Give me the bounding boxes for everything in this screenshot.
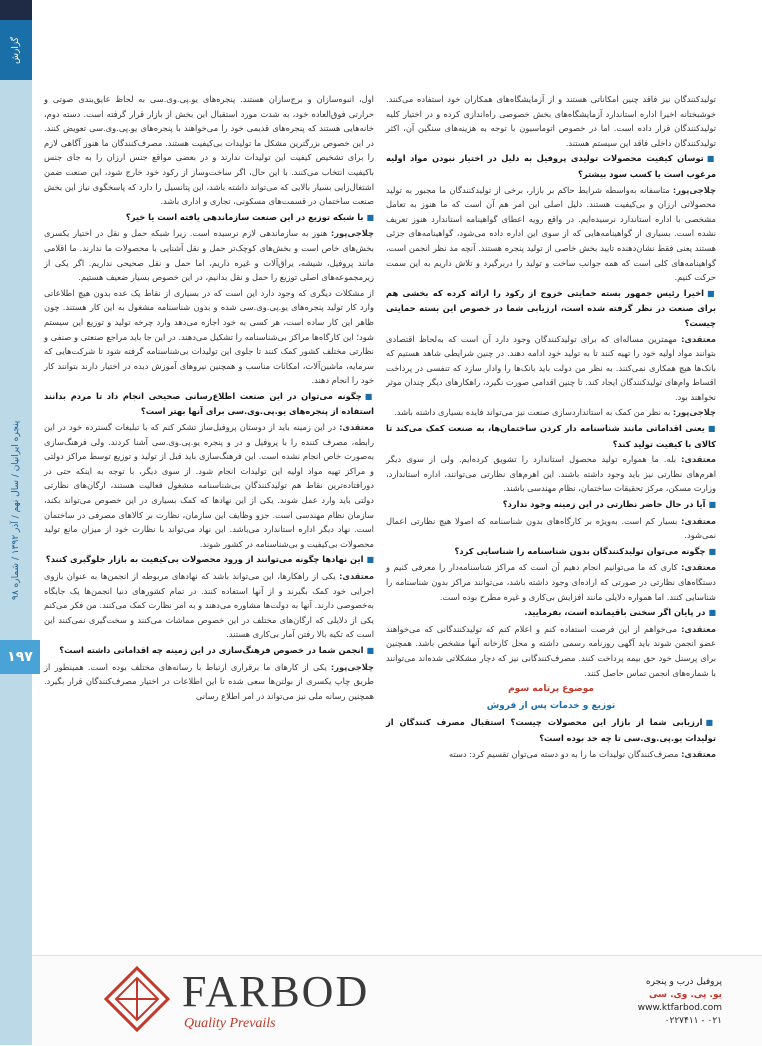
paragraph [44, 226, 374, 284]
interview-question: ■ ارزیابی شما از بازار این محصولات چیست؟ استقبال مصرف کنندگان از تولیدات یو.پی.وی.سی تا چه حد بوده است؟ [386, 715, 716, 745]
interview-question: ■ توسان کیفیت محصولات تولیدی پروفیل به دلیل در اختیار نبودن مواد اولیه مرغوب است یا کسب سود بیشتر؟ [386, 151, 716, 181]
paragraph-text: متاسفانه به‌واسطه شرایط حاکم بر بازار، برخی از تولیدکنندگان ما مجبور به تولید محصولاتی ارزان و بی‌کیفیت هستند. دلیل اصلی این امر هم آن است که ما هنوز به تعامل مشخصی با اداره استاندارد نرسیده‌ایم. در واقع رویه اعطای گواهینامه استاندارد هنوز تعریف نشده است. بسیاری از گواهینامه‌هایی که از سوی این اداره داده می‌شود، گواهینامه‌های جزئی هستند یعنی فقط نشان‌دهنده تایید بخش خاصی از تولید پنجره هستند. آنچه مد نظر انجمن است، گواهینامه‌های کلی است که همه جوانب ساخت و تولید را دربرگیرد و تلاش داریم به این سمت حرکت کنیم. [386, 184, 716, 283]
paragraph-text: مصرف‌کنندگان تولیدات ما را به دو دسته می‌توان تقسیم کرد: دسته [449, 748, 682, 759]
paragraph-text: یکی از کارهای ما برقراری ارتباط با رسانه‌های مختلف بوده است. همینطور از طریق چاپ یکسری از بولتن‌ها سعی شده تا این اطلاعات در اختیار مصرف‌کنندگان قرار بگیرد. همچنین رسانه ملی نیز می‌تواند در امر اطلاع رسانی [44, 661, 374, 701]
speaker-name: معتقدی: [681, 562, 716, 573]
page-number: ۱۹۷ [0, 640, 40, 674]
speaker-name: معتقدی: [339, 422, 374, 433]
paragraph [386, 183, 716, 285]
farbod-logo-icon [102, 964, 172, 1034]
paragraph-text: بله. ما همواره تولید محصول استاندارد را تشویق کرده‌ایم. ولی از سوی دیگر اهرم‌های نظارتی نیز باید وجود داشته باشند. این اهرم‌های نظارتی می‌توانند، اداره استاندارد، وزارت مسکن، مرکز تحقیقات ساختمان، نظام مهندسی باشند. [386, 454, 716, 494]
paragraph [386, 92, 716, 150]
interview-question: ■ اخیرا رئیس جمهور بسته حمایتی خروج از رکود را ارائه کرده که بخشی هم برای صنعت در نظر گرفته شده است، ارزیابی شما در خصوص این بسته حمایتی چیست؟ [386, 286, 716, 331]
article-column-right [386, 92, 716, 762]
section-tab-label: گزارش [11, 36, 21, 64]
paragraph-text: می‌خواهم از این فرصت استفاده کنم و اعلام کنم که تولیدکنندگانی که می‌خواهند عضو انجمن شوند باید آگهی روزنامه رسمی داشته و محل کارخانه آنها مشخص باشد. همچنین برای پرسنل خود حق بیمه پرداخت کنند. مصرف‌کنندگانی نیز که دچار مشکلاتی شده‌اند می‌توانند با شماره‌های انجمن تماس حاصل کنند. [386, 623, 716, 678]
interview-question: ■ این نهادها چگونه می‌توانند از ورود محصولات بی‌کیفیت به بازار جلوگیری کنند؟ [44, 552, 374, 568]
speaker-name: چلاجی‌پور: [672, 407, 716, 418]
ad-tagline: Quality Prevails [184, 1016, 276, 1031]
paragraph-text: مهمترین مساله‌ای که برای تولیدکنندگان وجود دارد آن است که به‌لحاظ اقتصادی بتوانند مواد اولیه خود را تهیه کنند تا به تولید خود ادامه دهند. در چنین شرایطی شاهد هستیم که بانک‌ها هیچ همکاری نمی‌کنند. به نظر من دولت باید بانک‌ها را وادار سازد که تنفسی در پرداخت اقساط وام‌های تولیدکنندگان ایجاد کند. تا چنین اقدامی صورت نگیرد، راهکارهای دیگر چندان موثر نخواهند بود. [386, 333, 716, 402]
ad-product: یو. پی. وی. سی [649, 990, 722, 1000]
paragraph [44, 420, 374, 551]
ad-title-line: پروفیل درب و پنجره [645, 977, 722, 987]
interview-question: ■ چگونه می‌توان در این صنعت اطلاع‌رسانی صحیحی انجام داد تا مردم بدانند استفاده از پنجره‌های یو.پی.وی.سی برای آنها بهتر است؟ [44, 389, 374, 419]
paragraph-text: کاری که ما می‌توانیم انجام دهیم آن است که مراکز شناسنامه‌دار را معرفی کنیم و دستگاه‌های نظارتی در صورتی که اراده‌ای وجود داشته باشد، می‌توانند مراکز بدون شناسنامه را شناسایی کنند. اما همواره دلایلی مانند افزایش بی‌کاری و غیره مطرح بوده است. [386, 562, 716, 602]
paragraph-text: بسیار کم است. به‌ویژه بر کارگاه‌های بدون شناسنامه که اصولا هیچ نظارتی اعمال نمی‌شود. [386, 515, 716, 541]
advertisement-banner [32, 955, 762, 1046]
paragraph [44, 286, 374, 388]
interview-question: ■ با شبکه توزیع در این صنعت سازماندهی یافته است یا خیر؟ [44, 210, 374, 226]
paragraph-text: به نظر من کمک به استانداردسازی صنعت نیز می‌تواند فایده بسیاری داشته باشد. [394, 407, 673, 418]
interview-question: ■ چگونه می‌توان تولیدکنندگان بدون شناسنامه را شناسایی کرد؟ [386, 544, 716, 560]
interview-question: ■ یعنی اقداماتی مانند شناسنامه دار کردن ساختمان‌ها، به صنعت کمک می‌کند تا کالای با کیفیت تولید کند؟ [386, 421, 716, 451]
paragraph [386, 332, 716, 405]
paragraph [386, 405, 716, 420]
paragraph-text: از مشکلات دیگری که وجود دارد این است که در بسیاری از نقاط یک عده بدون هیچ اطلاعاتی وارد کار تولید پنجره‌های یو.پی.وی.سی شده و بدون شناسنامه مشغول به این کار هستند. چون ظاهر این کار ساده است، هر کسی به خود اجازه می‌دهد وارد چرخه تولید و توزیع این سیستم شود؛ این کارگاه‌ها مراکز بی‌شناسنامه را تشکیل می‌دهند. در این جا باید مراجع صنعتی و صنفی و نظارتی مختلف کشور کمک کنند تا جلوی این تولیدات بی‌شناسنامه گرفته شود تا شرکت‌هایی که سرمایه، ماشین‌آلات، امکانات مناسب و همچنین نیروهای آموزش دیده در اختیار دارند بتوانند کار خود را انجام دهند. [44, 287, 374, 386]
paragraph [386, 622, 716, 680]
interview-question: ■ آیا در حال حاضر نظارتی در این زمینه وجود ندارد؟ [386, 497, 716, 513]
speaker-name: چلاجی‌پور: [330, 228, 374, 239]
paragraph [386, 747, 716, 762]
ad-website: www.ktfarbod.com [637, 1003, 722, 1013]
speaker-name: معتقدی: [339, 571, 374, 581]
paragraph-text: تولیدکنندگان نیز فاقد چنین امکاناتی هستند و از آزمایشگاه‌های همکاران خود استفاده می‌کنند. خوشبختانه اخیرا اداره استاندارد آزمایشگاه‌های بخش خصوصی راه‌اندازی کرده و در اختیار کلیه تولیدکنندگان قرار داده است. اما در خصوص اتوماسیون با توجه به هزینه‌های سنگین آن، اکثر تولیدکنندگان داخلی فاقد این سیستم هستند. [386, 94, 716, 148]
paragraph [44, 569, 374, 642]
interview-question: ■ در پایان اگر سخنی باقیمانده است، بفرمایید. [386, 605, 716, 621]
section-heading: توزیع و خدمات پس از فروش [486, 700, 616, 711]
speaker-name: معتقدی: [681, 623, 716, 634]
speaker-name: معتقدی: [681, 333, 716, 344]
speaker-name: معتقدی: [681, 454, 716, 465]
speaker-name: چلاجی‌پور: [672, 184, 716, 195]
paragraph [44, 660, 374, 704]
paragraph-text: اول، انبوه‌سازان و برج‌سازان هستند. پنجره‌های یو.پی.وی.سی به لحاظ عایق‌بندی صوتی و حرارتی فوق‌العاده خود، به شدت مورد استقبال این بخش از بازار قرار گرفته است. دسته دوم، خانه‌هایی هستند که پنجره‌های قدیمی خود را می‌خواهند با پنجره‌های یو.پی.وی.سی تعویض کنند. در این خصوص بزرگترین مشکل ما تولیدات بی‌کیفیت هستند. مصرف‌کنندگان ما هنوز آگاهی لازم را برای تشخیص کیفیت این تولیدات ندارند و در بعضی مواقع جنس ارزان را به جای جنس باکیفیت انتخاب می‌کنند. با این حال، اگر ساخت‌وساز از رکود خود خارج شود، این صنعت ضمن اشتغال‌زایی بسیار بالایی که می‌تواند داشته باشد، این پتانسیل را دارد که پاسخگوی نیاز این بخش صنعت ساختمان در قسمت‌های مسکونی، تجاری و اداری باشد. [44, 94, 374, 207]
speaker-name: چلاجی‌پور: [330, 661, 374, 672]
tab-dark-block [0, 0, 32, 20]
paragraph-text: هنوز به سازماندهی لازم نرسیده است. زیرا شبکه حمل و نقل در اختیار یکسری بخش‌های خاص است و بخش‌های کوچک‌تر حمل و نقل آشنایی با محصولات ما ندارند. ما اقلامی مانند پروفیل، شیشه، یراق‌آلات و غیره داریم، اما حمل و نقل صحیحی نداریم. اگر یکی از زیرمجموعه‌های اصلی توزیع را حمل و نقل بدانیم، در این خصوص بسیار ضعیف هستیم. [44, 228, 374, 283]
speaker-name: معتقدی: [681, 515, 716, 526]
speaker-name: معتقدی: [681, 748, 716, 759]
paragraph [386, 514, 716, 543]
ad-contact-block [638, 976, 722, 1028]
paragraph [386, 452, 716, 496]
paragraph [386, 560, 716, 604]
section-heading: موضوع پرتامه سوم [508, 684, 594, 695]
ad-brand: FARBOD [182, 967, 370, 1016]
paragraph [44, 92, 374, 209]
interview-question: ■ انجمن شما در خصوص فرهنگ‌سازی در این زمینه چه اقداماتی داشته است؟ [44, 643, 374, 659]
ad-phone: ۰۲۱ - ۰۲۲۷۴۱۱ [664, 1016, 722, 1026]
paragraph-text: یکی از راهکارها، این می‌تواند باشد که نهادهای مربوطه از انجمن‌ها به عنوان بازوی اجرایی خود کمک بگیرند و از آنها استفاده کنند. در تمام کشورهای دنیا انجمن‌ها یک جایگاه به‌خصوصی دارند. آنها به دولت‌ها مشاوره می‌دهند و به امر نظارت کمک می‌کنند. من فکر می‌کنم یکی از دلایلی که ارگان‌های مختلف در این خصوص مماشات می‌کنند و سخت‌گیری نمی‌کنند این است که تکیه بالا رفتن آمار بی‌کاری هستند. [44, 571, 374, 640]
magazine-info: پنجره ایرانیان / سال نهم / آذر ۱۳۹۲ / شماره ۹۸ [11, 420, 21, 600]
paragraph-text: در این زمینه باید از دوستان پروفیل‌ساز تشکر کنم که با تبلیغات گسترده خود در این رابطه، مصرف کننده را با پروفیل و در و پنجره یو.پی.وی.سی آشنا کردند. ولی فرهنگ‌سازی به‌صورت خاص انجام نشده است. این فرهنگ‌سازی باید قبل از تولید و توزیع توسط مراکز دولتی و مراکز تهیه مواد اولیه این تولیدات انجام شود. از سوی دیگر، با توجه به اینکه حتی در دورافتاده‌ترین نقاط هم تولیدکنندگان بی‌شناسنامه مشغول فعالیت هستند، ارگان‌های نظارتی دولتی باید وارد عمل شوند. یکی از این نهادها که کمک بسیاری در این خصوص می‌تواند بکند، سازمان نظام مهندسی است. جزو وظایف این سازمان، نظارت بر کالاهای مصرفی در ساختمان است. نهاد دیگر اداره استاندارد می‌باشد. این نهاد می‌تواند با نظارت خود از میزان مانع تولید محصولات بی‌کیفیت و بی‌شناسنامه در کشور شوند. [44, 422, 374, 549]
article-column-left [44, 92, 374, 704]
